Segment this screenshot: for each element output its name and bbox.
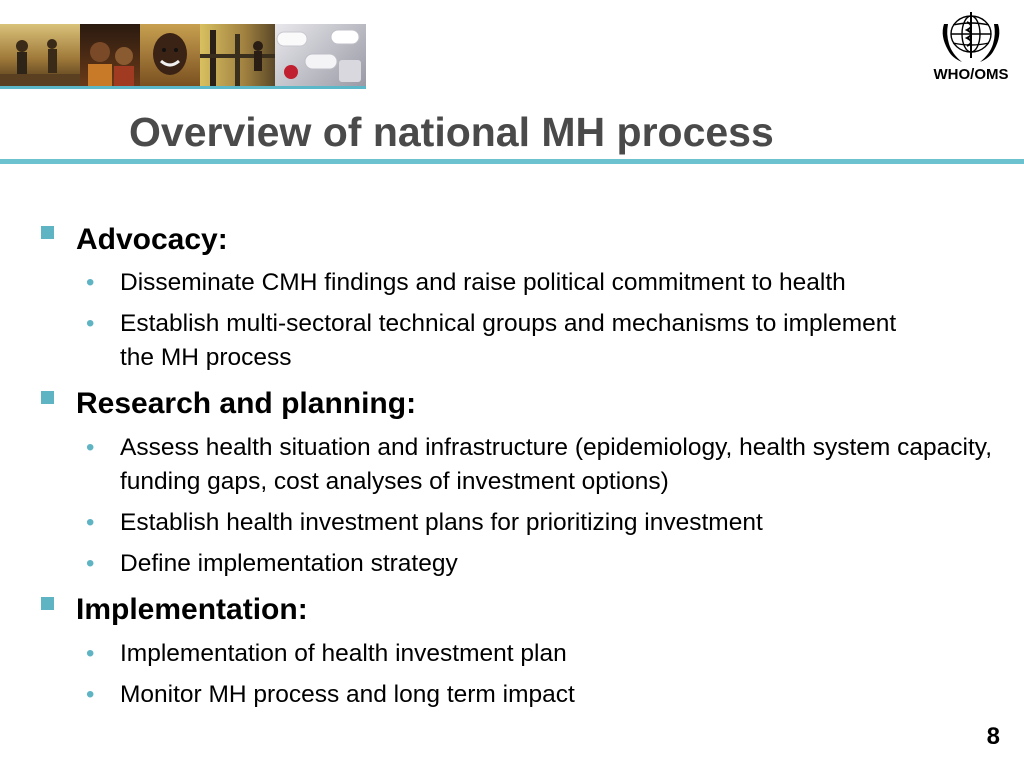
bullet-text: Disseminate CMH findings and raise political commitment to health bbox=[120, 269, 846, 296]
square-bullet-icon bbox=[41, 391, 54, 404]
bullet-text: Establish health investment plans for prioritizing investment bbox=[120, 509, 763, 536]
section-heading: Research and planning: bbox=[76, 387, 417, 420]
bullet-dot-icon: • bbox=[86, 434, 95, 461]
bullet-dot-icon: • bbox=[86, 681, 95, 708]
bullet-dot-icon: • bbox=[86, 550, 95, 577]
banner-underline bbox=[0, 86, 366, 89]
bullet-dot-icon: • bbox=[86, 269, 95, 296]
photo-children bbox=[80, 24, 140, 86]
logo-text: WHO/OMS bbox=[933, 66, 1009, 83]
bullet-text: Implementation of health investment plan bbox=[120, 640, 567, 667]
square-bullet-icon bbox=[41, 597, 54, 610]
photo-construction bbox=[200, 24, 275, 86]
header-photo-banner bbox=[0, 24, 366, 86]
section-heading: Implementation: bbox=[76, 593, 308, 626]
bullet-dot-icon: • bbox=[86, 509, 95, 536]
who-logo bbox=[928, 8, 1014, 83]
photo-smiling-child bbox=[140, 24, 200, 86]
bullet-text: Assess health situation and infrastructure (epidemiology, health system capacity, funding gaps, cost analyses of investment options) bbox=[120, 434, 992, 495]
photo-workers bbox=[0, 24, 80, 86]
who-emblem-icon bbox=[938, 8, 1004, 66]
slide-title: Overview of national MH process bbox=[129, 109, 774, 155]
page-number: 8 bbox=[986, 723, 1000, 750]
bullet-text: Monitor MH process and long term impact bbox=[120, 681, 575, 708]
bullet-dot-icon: • bbox=[86, 310, 95, 337]
section-heading: Advocacy: bbox=[76, 223, 228, 256]
square-bullet-icon bbox=[41, 226, 54, 239]
photo-pills bbox=[275, 24, 366, 86]
bullet-dot-icon: • bbox=[86, 640, 95, 667]
bullet-text: Define implementation strategy bbox=[120, 550, 458, 577]
bullet-text: Establish multi-sectoral technical groups and mechanisms to implement the MH process bbox=[120, 310, 897, 371]
title-rule bbox=[0, 159, 1024, 164]
